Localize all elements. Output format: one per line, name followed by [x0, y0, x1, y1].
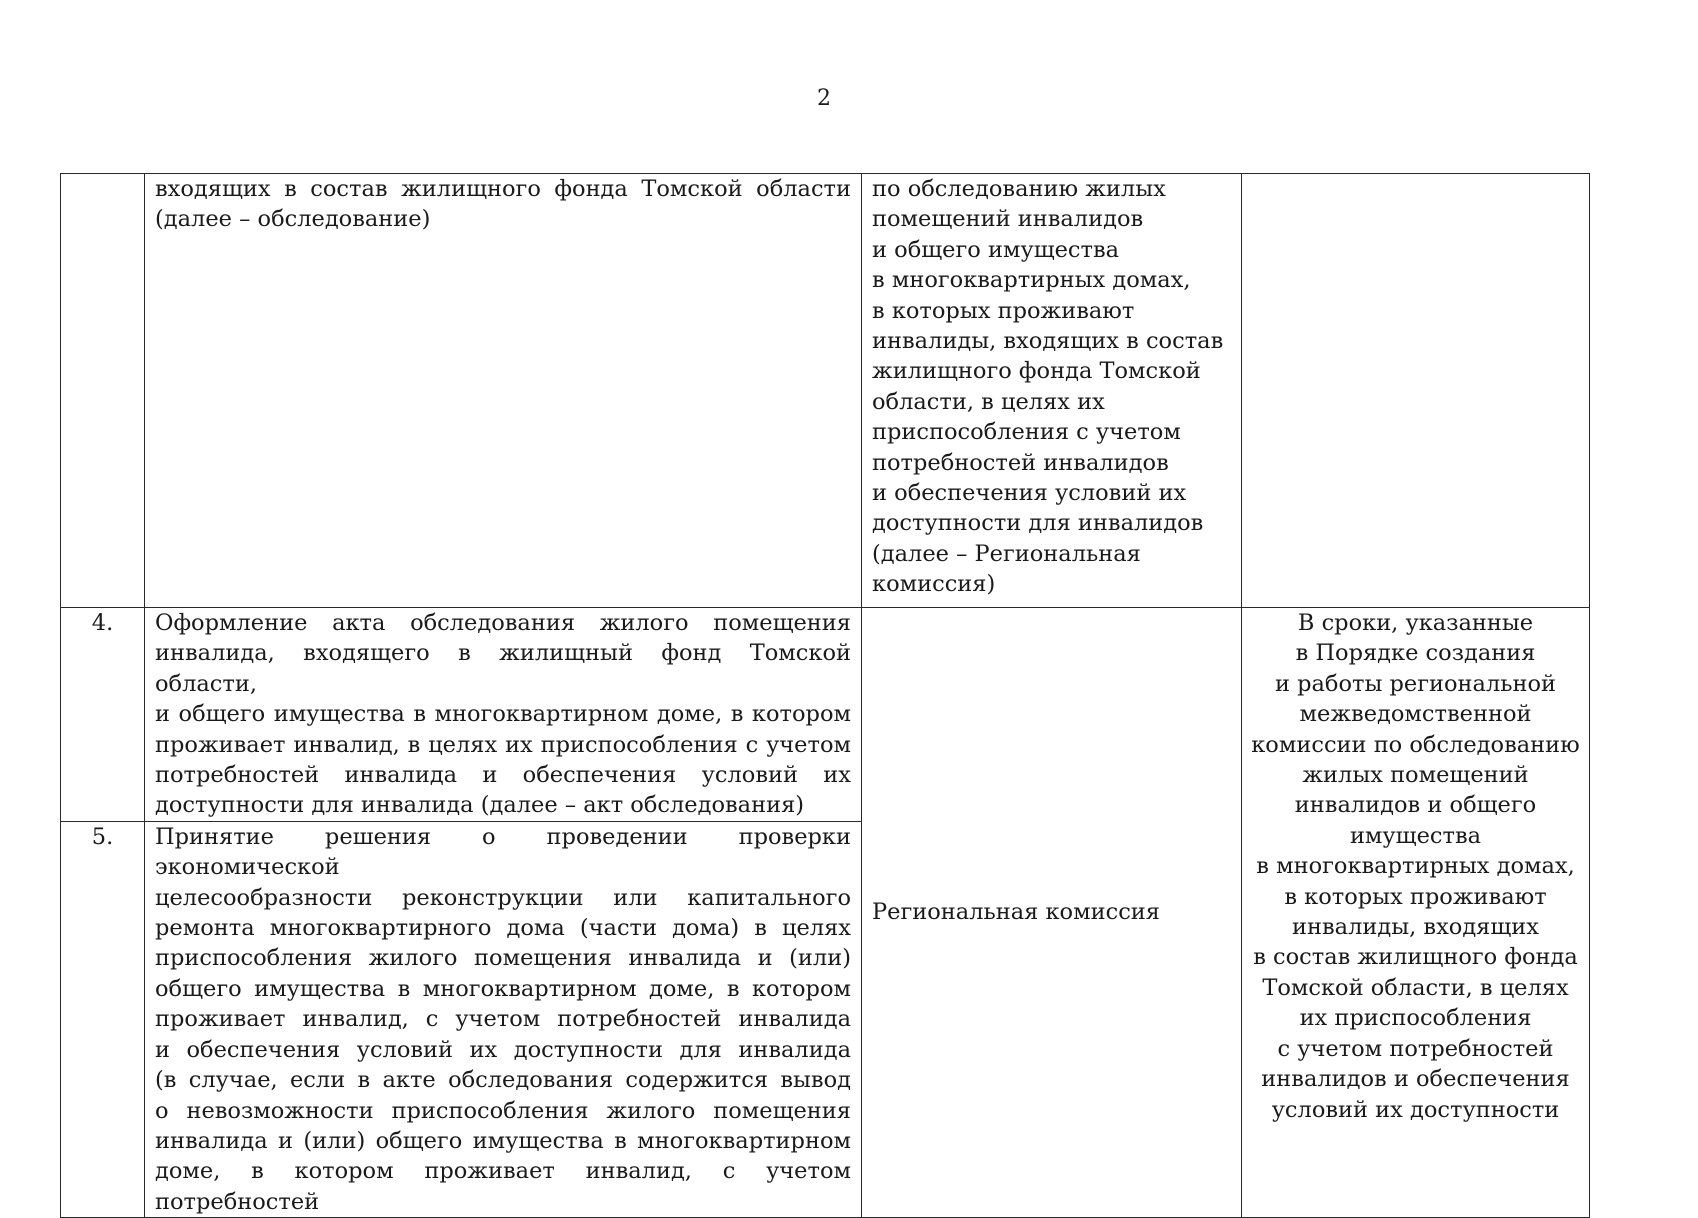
term-line: в состав жилищного фонда: [1253, 944, 1578, 971]
action-cell: [145, 821, 862, 1217]
term-line: инвалидов и общего: [1294, 792, 1537, 819]
row-number-cell: [61, 174, 145, 608]
executor-line: комиссия): [872, 571, 996, 598]
action-line: доме, в котором проживает инвалид, с учетом потребностей: [155, 1158, 851, 1215]
action-line: входящих в состав жилищного фонда Томской области: [155, 176, 851, 202]
action-line: проживает инвалид, с учетом потребностей инвалида: [155, 1006, 851, 1033]
page-number: 2: [817, 86, 831, 111]
action-line: (далее – обследование): [155, 206, 431, 233]
executor-text: Региональная комиссия: [872, 899, 1160, 926]
table-row-continued: [61, 174, 1590, 608]
action-line: (в случае, если в акте обследования содержится вывод: [155, 1067, 851, 1094]
procedure-table: [60, 173, 1590, 1218]
action-line: и обеспечения условий их доступности для инвалида: [155, 1036, 851, 1063]
executor-line: жилищного фонда Томской: [872, 358, 1201, 385]
term-line: условий их доступности: [1271, 1096, 1560, 1123]
action-line: доступности для инвалида (далее – акт обследования): [155, 792, 805, 819]
action-line: целесообразности реконструкции или капитального: [155, 884, 851, 911]
term-cell-shared: [1242, 608, 1590, 1218]
executor-line: потребностей инвалидов: [872, 449, 1169, 476]
action-line: инвалида, входящего в жилищный фонд Томской области,: [155, 640, 851, 697]
term-line: имущества: [1349, 822, 1482, 849]
executor-cell-shared: [862, 608, 1242, 1218]
action-line: потребностей инвалида и обеспечения условий их: [155, 762, 851, 789]
row-number-cell: [61, 608, 145, 822]
action-line: о невозможности приспособления жилого помещения: [155, 1097, 851, 1124]
executor-line: и обеспечения условий их: [872, 480, 1187, 507]
row-number: 4.: [91, 610, 114, 636]
executor-line: в многоквартирных домах,: [872, 267, 1191, 294]
executor-line: по обследованию жилых: [872, 176, 1166, 202]
term-line: с учетом потребностей: [1277, 1035, 1554, 1062]
executor-line: в которых проживают: [872, 297, 1135, 324]
action-line: инвалида и (или) общего имущества в многоквартирном: [155, 1127, 851, 1154]
executor-cell: [862, 174, 1242, 608]
term-line: в которых проживают: [1284, 883, 1547, 910]
executor-line: приспособления с учетом: [872, 419, 1181, 446]
action-line: проживает инвалид, в целях их приспособления с учетом: [155, 731, 851, 758]
term-line: в Порядке создания: [1295, 640, 1536, 667]
term-cell: [1242, 174, 1590, 608]
executor-line: инвалиды, входящих в состав: [872, 328, 1224, 355]
action-line: ремонта многоквартирного дома (части дома) в целях: [155, 915, 851, 942]
term-line: и работы региональной: [1274, 670, 1557, 697]
term-line: инвалидов и обеспечения: [1261, 1066, 1570, 1093]
term-line: в многоквартирных домах,: [1256, 853, 1575, 880]
term-line: Томской области, в целях: [1262, 974, 1569, 1001]
executor-line: и общего имущества: [872, 236, 1120, 263]
table-row-4: [61, 608, 1590, 822]
term-line: жилых помещений: [1302, 762, 1529, 789]
executor-line: (далее – Региональная: [872, 540, 1141, 567]
term-line: инвалиды, входящих: [1292, 914, 1539, 941]
action-cell: [145, 608, 862, 822]
action-cell: [145, 174, 862, 608]
action-line: и общего имущества в многоквартирном доме, в котором: [155, 701, 851, 728]
action-line: общего имущества в многоквартирном доме, в котором: [155, 975, 851, 1002]
action-line: приспособления жилого помещения инвалида и (или): [155, 945, 851, 972]
executor-line: доступности для инвалидов: [872, 510, 1204, 537]
action-line: Принятие решения о проведении проверки экономической: [155, 823, 851, 881]
executor-line: помещений инвалидов: [872, 206, 1144, 233]
executor-line: области, в целях их: [872, 388, 1105, 415]
row-number: 5.: [91, 823, 114, 850]
action-line: Оформление акта обследования жилого помещения: [155, 610, 851, 636]
term-line: их приспособления: [1299, 1005, 1532, 1032]
row-number-cell: [61, 821, 145, 1217]
term-line: межведомственной: [1299, 701, 1532, 728]
term-line: комиссии по обследованию: [1251, 731, 1580, 758]
term-line: В сроки, указанные: [1297, 610, 1534, 636]
